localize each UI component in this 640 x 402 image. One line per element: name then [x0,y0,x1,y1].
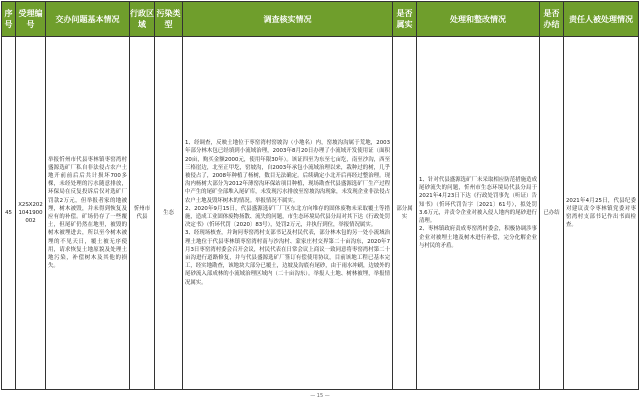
verified-value: 部分属实 [396,205,413,220]
header-index: 序号 [2,2,16,37]
region-value: 忻州市代县 [133,205,151,220]
header-closed: 是否办结 [540,2,564,37]
case-id-value: X2SX2021041900002 [18,201,43,225]
cell-verified [393,37,417,390]
investigation-text [183,139,392,287]
accountability-text: 2021年4月25日，代县纪委对建议责令枣林镇党委对枣窑湾村支部书记作出书面检查。 [566,197,636,229]
table-row [2,37,639,390]
cell-region [130,37,155,390]
investigation-para-3: 3、经现场核查，并询问枣窑湾村支部书记及村民代表，部分林木包的另一处小流域治理土地位于代县枣林镇枣窑湾村南与沙沟村、蒙家庄村交界第二十亩沟东，2020年7月3日枣窑湾村委会召开会议，村民代表在日常会议上商议一致同意将枣窑湾村第二十亩沟进行道路修复，并与代县盛源选矿厂签订有偿使用协议，目前该地工程已基本完工，经实地勘查，该地块大部分已覆土，边坡及沟底有尾砂，由于雨水冲刷，边坡外的尾砂流入部成林的小流域治理区域内（二十亩沟东）。举报人土地、树林被埋，举报情况属实。 [185,230,390,286]
handling-text [417,176,539,250]
closed-value: 已办结 [543,209,560,216]
cell-case-id [16,37,46,390]
handling-para-1: 1、针对代县盛源选矿厂未采取相应防范措施造成尾砂流失的问题，忻州市生态环境局代县分局于2021年4月23日下达《行政处罚事先（听证）告知书》（忻环代罚告字〔2021〕61号），拟处罚3.6万元，并责令企业对被入侵人地内的尾砂进行清理。 [419,177,537,225]
cell-index [2,37,16,390]
case-table [1,1,639,390]
page-number: — 15 — [310,393,330,399]
header-handling: 处理和整改情况 [417,2,540,37]
header-region: 行政区域 [130,2,155,37]
pollution-type-value: 生态 [163,209,174,216]
header-investigation: 调查核实情况 [183,2,393,37]
cell-pollution-type [155,37,183,390]
cell-closed [540,37,564,390]
cell-issue [46,37,130,390]
header-case-id: 受理编号 [16,2,46,37]
investigation-para-2: 2、2020年9月15日，代县盛源选矿厂厂区东北方向堆存的固体废物未采取覆土等措施，造成工业固体废物扬散、流失的问题，市生态环境局代县分局对其下达《行政处罚决定书》（忻环代罚〔2020〕83号），处罚2万元，并执行到位，举报情况属实。 [185,205,390,229]
investigation-para-1: 1、经调查，反映土地位于枣窑湾村窑坡沟（小地名）内，窑坡沟沟属于荒地，2003年部分林木包已经填到小流域治理，2003年8月20日办理了小流域开发使用证（面积20亩，购买金额2000元，使用年限30年）。该证四至为东至七亩圪，南至沙沟，西至三格崖边，北至正甲圪，窑坡沟，自2003年承包小流域治理以来，栽种过的树，几乎被侵占了，2008年种植了杨树，数目无法确定。后续确定小北开后再经过整治理。现沟内杨树大部分为2012年薄窑沟环保站项目种植，现场勘查代县盛源选矿厂生产过程中产生的尾矿全部堆入尾矿库，未发现污水排放至窑坡沟沟现象，未发现企业非法侵占农户土地及毁坏树木的情况。举报情况不属实。 [185,140,390,204]
header-pollution-type: 污染类型 [155,2,183,37]
cell-investigation [183,37,393,390]
cell-handling [417,37,540,390]
header-issue: 交办问题基本情况 [46,2,130,37]
header-row [2,2,639,37]
cell-accountability [564,37,639,390]
header-accountability: 责任人被处理情况 [564,2,639,37]
handling-para-2: 2、枣林镇政府责成枣窑湾村委会，积极协调涉事企业对被埋土地及树木进行补偿，完分化解企业与村民的矛盾。 [419,226,537,249]
issue-text: 举报忻州市代县枣林镇枣窑湾村盛源选矿厂私自非法侵占农户土地开前前后后共计损坏700多棵，未经处理的污水随意排放，环保局在反复投诉后仅对选矿厂罚款2万元，但举报者家的地被埋，树木被毁，并未得到恢复及应有的补偿。矿场仍存了一些覆土，但尾矿仍然在地里，被毁的树木被埋进去，所以至今树木被埋的不见天日，覆土被无序使用，请求恢复土地原貌及处理土地污染，补偿树木及其他的损失。 [48,156,127,270]
index-value: 45 [5,209,12,216]
header-verified: 是否属实 [393,2,417,37]
